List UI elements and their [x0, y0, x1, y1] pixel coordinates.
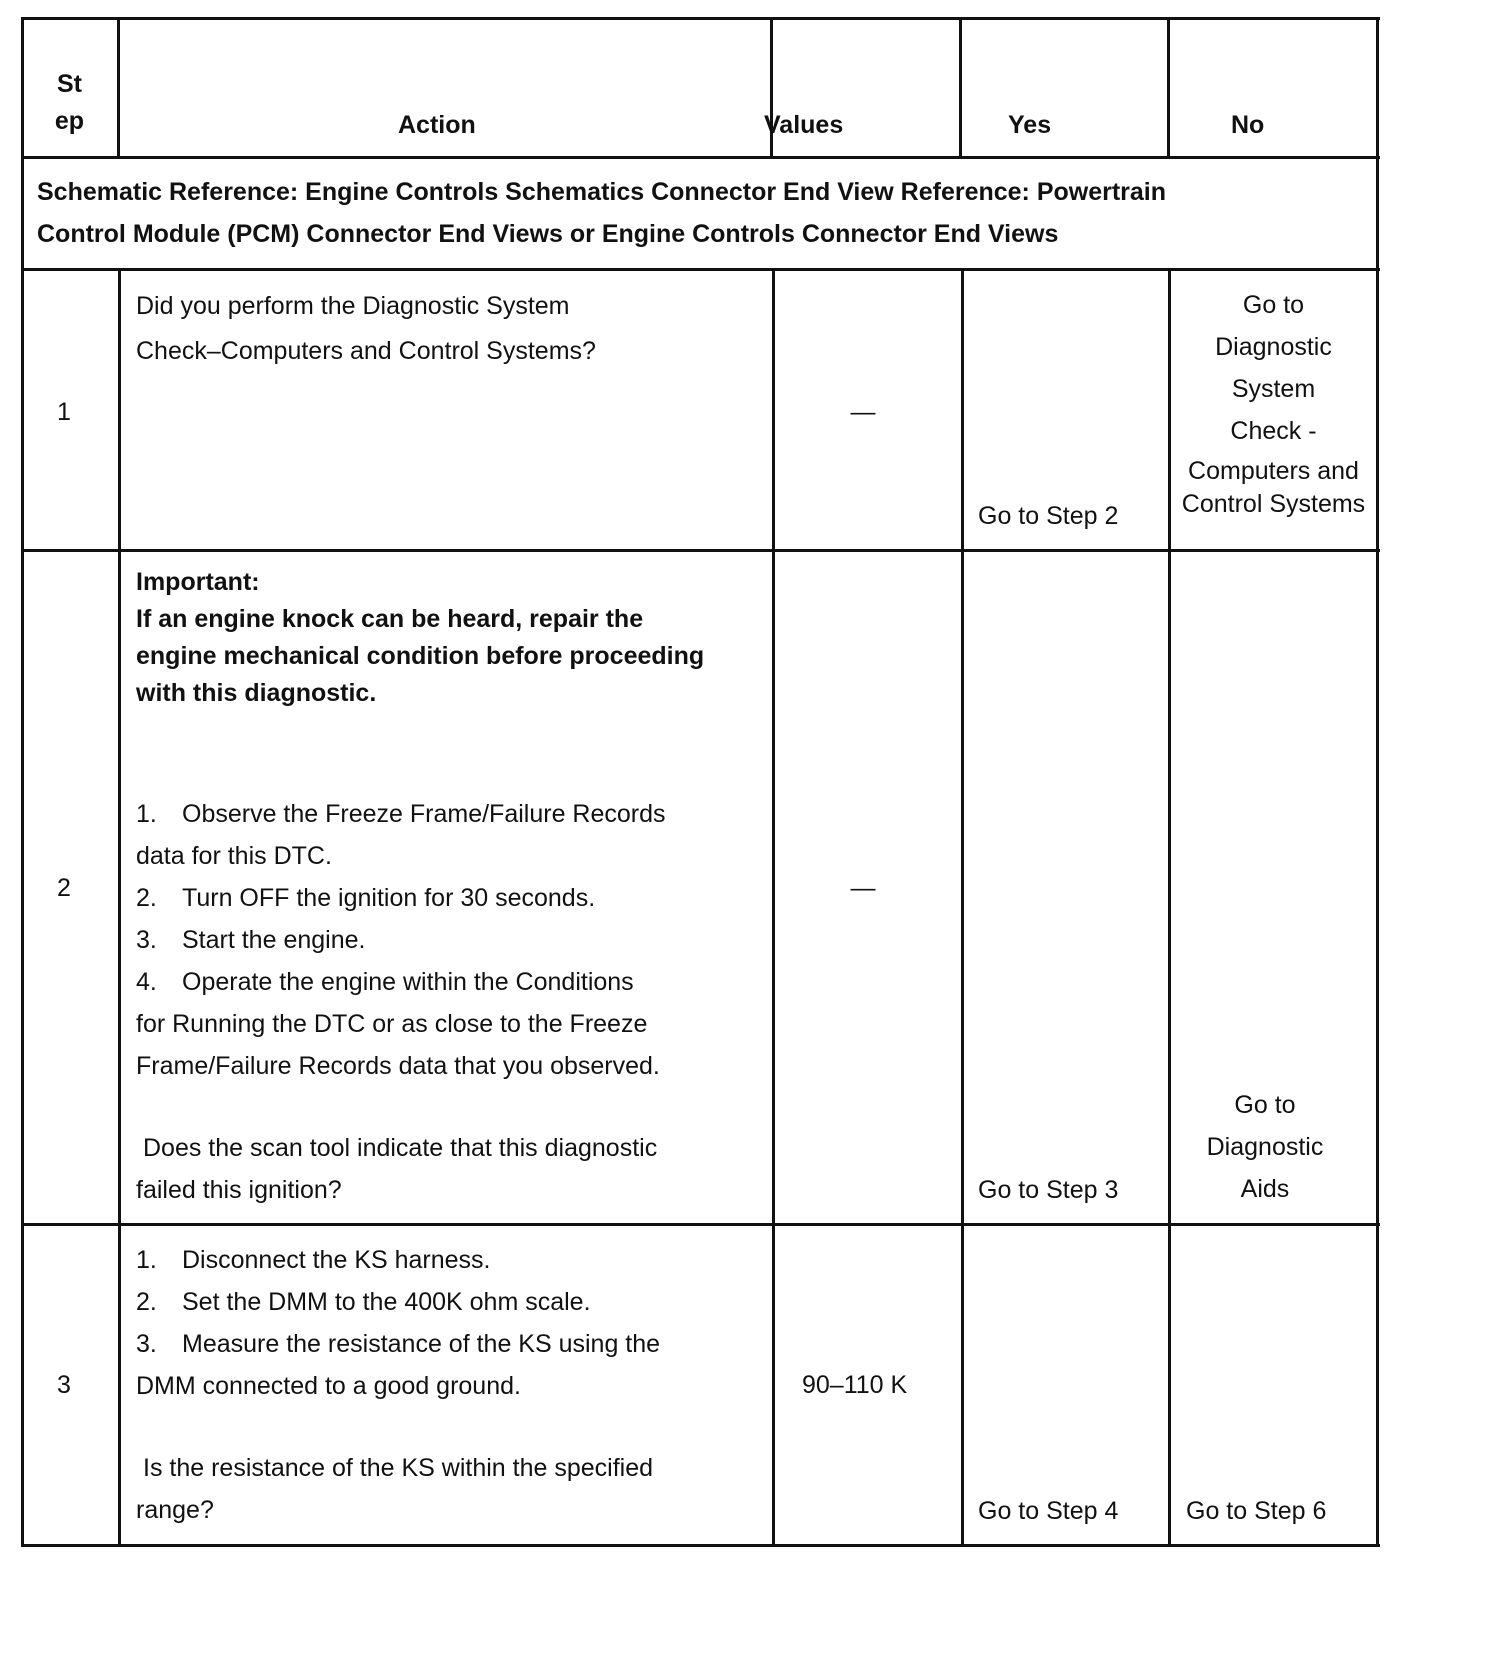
row-2-step: 2: [57, 874, 71, 902]
step-number: 1.: [136, 800, 157, 828]
row-2-divider: [22, 1223, 1380, 1226]
table-border-top: [22, 17, 1380, 20]
row-2-value: —: [850, 874, 876, 902]
row-2-question-line-2: failed this ignition?: [136, 1176, 342, 1204]
row-2-steps: [136, 793, 666, 1087]
row-2-step-1: 1. Observe the Freeze Frame/Failure Records: [136, 793, 666, 835]
row-2-no-line-3: Aids: [1240, 1175, 1290, 1203]
step-number: 3.: [136, 1330, 157, 1358]
row-3-value: 90–110 K: [802, 1371, 908, 1399]
step-number: 4.: [136, 968, 157, 996]
row-3-yes: Go to Step 4: [978, 1497, 1119, 1525]
row-1-no-line-2: Diagnostic: [1215, 333, 1332, 361]
row-2-step-4: 4. Operate the engine within the Conditions: [136, 961, 666, 1003]
table-border-bottom: [22, 1544, 1380, 1547]
row-1-divider: [22, 549, 1380, 552]
row-3-question: [136, 1447, 653, 1531]
row-2-yes: Go to Step 3: [978, 1176, 1119, 1204]
col-divider-values: [959, 17, 962, 158]
row-3-step-3: 3. Measure the resistance of the KS using the: [136, 1323, 660, 1365]
row-2-no: [1171, 1084, 1359, 1210]
header-no: No: [1231, 111, 1265, 139]
row-3-question-line-1: Is the resistance of the KS within the specified: [143, 1454, 653, 1482]
row-2-no-line-2: Diagnostic: [1206, 1133, 1324, 1161]
row-2-step-1-cont: data for this DTC.: [136, 842, 332, 870]
col-divider-yes: [1167, 17, 1170, 158]
col-divider-values: [961, 268, 964, 1547]
header-step: [22, 66, 117, 140]
col-divider-step: [118, 268, 121, 1547]
row-2-step-4-cont-1: for Running the DTC or as close to the Freeze: [136, 1010, 648, 1038]
header-divider: [22, 156, 1380, 159]
header-action: Action: [398, 111, 476, 139]
row-2-step-2: 2. Turn OFF the ignition for 30 seconds.: [136, 877, 666, 919]
row-1-no: [1171, 284, 1376, 518]
table-border-right: [1376, 17, 1379, 1547]
row-2-important-line-3: with this diagnostic.: [136, 679, 377, 707]
row-3-no: Go to Step 6: [1186, 1497, 1327, 1525]
step-number: 3.: [136, 926, 157, 954]
row-2-important: [136, 564, 704, 712]
row-3-step: 3: [57, 1371, 71, 1399]
reference-divider: [22, 268, 1380, 271]
row-3-question-line-2: range?: [136, 1496, 214, 1524]
row-1-action-line-2: Check–Computers and Control Systems?: [136, 337, 596, 365]
row-2-step-4-cont-2: Frame/Failure Records data that you observed.: [136, 1052, 660, 1080]
row-2-step-3: 3. Start the engine.: [136, 919, 666, 961]
col-divider-step: [117, 17, 120, 158]
row-1-action-line-1: Did you perform the Diagnostic System: [136, 292, 570, 320]
row-3-step-1: 1. Disconnect the KS harness.: [136, 1239, 660, 1281]
row-2-question-line-1: Does the scan tool indicate that this diagnostic: [143, 1134, 658, 1162]
step-number: 1.: [136, 1246, 157, 1274]
row-1-step: 1: [57, 398, 71, 426]
row-2-important-label: Important:: [136, 568, 260, 596]
row-3-steps: [136, 1239, 660, 1407]
row-2-no-line-1: Go to: [1234, 1091, 1296, 1119]
reference-line-2: Control Module (PCM) Connector End Views or Engine Controls Connector End Views: [37, 220, 1059, 248]
row-1-no-line-1: Go to: [1242, 291, 1305, 319]
row-1-action: [136, 284, 596, 374]
table-border-left: [21, 17, 24, 1547]
step-number: 2.: [136, 884, 157, 912]
row-1-no-line-4: Check -: [1230, 417, 1317, 445]
header-step-line-1: St: [57, 70, 82, 98]
header-values: Values: [764, 111, 844, 139]
reference-line-1: Schematic Reference: Engine Controls Schematics Connector End View Reference: Powertrain: [37, 178, 1167, 206]
step-number: 2.: [136, 1288, 157, 1316]
row-1-no-line-5: Computers and: [1188, 457, 1359, 485]
row-3-step-2: 2. Set the DMM to the 400K ohm scale.: [136, 1281, 660, 1323]
header-yes: Yes: [1008, 111, 1052, 139]
row-2-important-line-2: engine mechanical condition before proceeding: [136, 642, 705, 670]
row-1-value: —: [850, 398, 876, 426]
row-1-no-line-6: Control Systems: [1181, 490, 1366, 518]
header-step-line-2: ep: [54, 107, 85, 135]
row-2-question: [136, 1127, 657, 1211]
row-1-yes: Go to Step 2: [978, 502, 1119, 530]
row-1-no-line-3: System: [1231, 375, 1316, 403]
row-2-important-line-1: If an engine knock can be heard, repair the: [136, 605, 644, 633]
row-3-step-3-cont: DMM connected to a good ground.: [136, 1372, 521, 1400]
